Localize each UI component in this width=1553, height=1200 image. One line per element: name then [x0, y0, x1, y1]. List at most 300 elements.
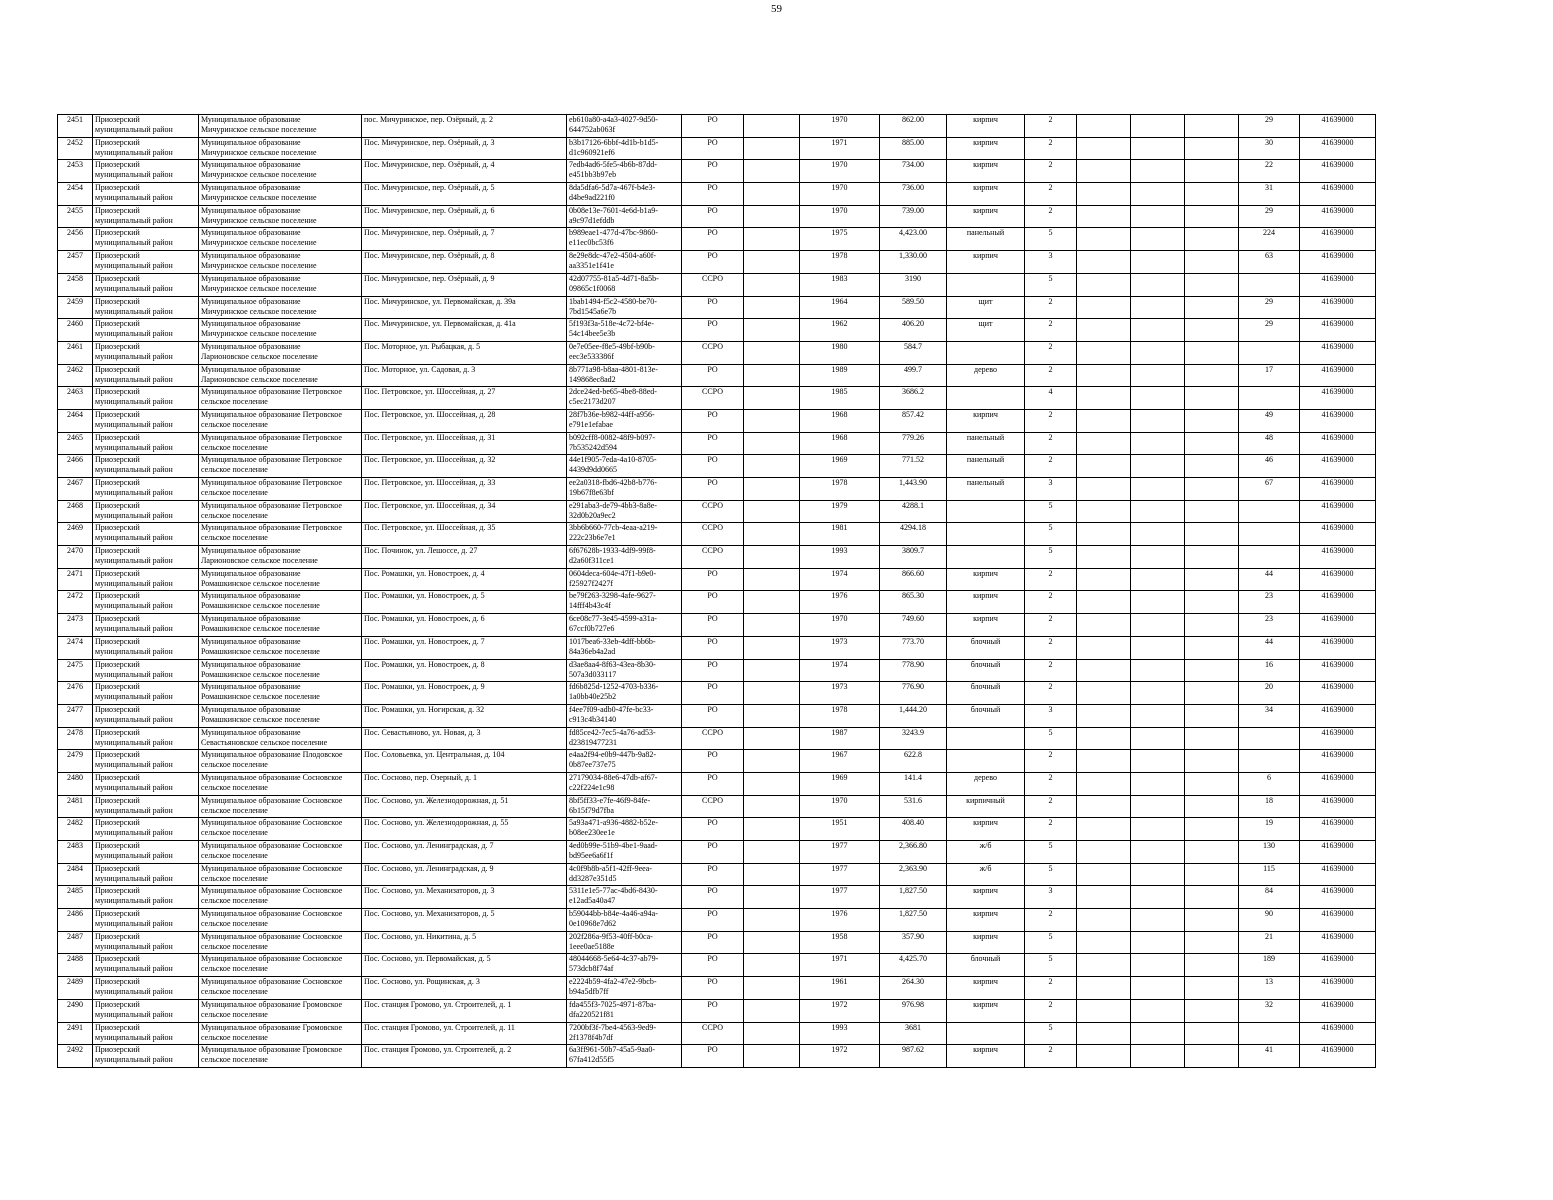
cell-empty-col-14	[1185, 364, 1239, 387]
cell-empty-col-12	[1077, 727, 1131, 750]
cell-empty-col-12	[1077, 455, 1131, 478]
cell-municipality: Муниципальное образование Ромашкинское сельское поселение	[199, 636, 362, 659]
cell-row-number: 2469	[58, 523, 93, 546]
cell-wall-material: кирпич	[947, 909, 1025, 932]
table-row	[58, 341, 1376, 364]
table-row	[58, 251, 1376, 274]
cell-row-number: 2461	[58, 341, 93, 364]
cell-municipality: Муниципальное образование Сосновское сельское поселение	[199, 909, 362, 932]
cell-wall-material: ж/б	[947, 863, 1025, 886]
cell-category: РО	[682, 455, 744, 478]
cell-apartments	[1239, 1022, 1300, 1045]
cell-empty-col-14	[1185, 341, 1239, 364]
cell-empty-col-7	[744, 977, 800, 1000]
cell-category: РО	[682, 659, 744, 682]
cell-category: РО	[682, 251, 744, 274]
cell-wall-material	[947, 1022, 1025, 1045]
cell-house-guid: 6a3ff961-50b7-45a5-9aa0- 67fa412d55f5	[567, 1045, 682, 1068]
cell-empty-col-12	[1077, 546, 1131, 569]
cell-row-number: 2486	[58, 909, 93, 932]
cell-year-built: 1977	[800, 863, 880, 886]
cell-area: 4,425.70	[880, 954, 947, 977]
cell-empty-col-7	[744, 273, 800, 296]
cell-district: Приозерский муниципальный район	[93, 886, 199, 909]
cell-floors: 5	[1025, 500, 1077, 523]
cell-empty-col-7	[744, 659, 800, 682]
cell-area: 3190	[880, 273, 947, 296]
cell-year-built: 1969	[800, 455, 880, 478]
cell-floors: 2	[1025, 455, 1077, 478]
table-row	[58, 614, 1376, 637]
cell-empty-col-7	[744, 341, 800, 364]
cell-category: РО	[682, 999, 744, 1022]
cell-address: Пос. Мичуринское, пер. Озёрный, д. 5	[362, 183, 567, 206]
cell-address: Пос. Севастьяново, ул. Новая, д. 3	[362, 727, 567, 750]
cell-empty-col-13	[1131, 228, 1185, 251]
cell-house-guid: b989eae1-477d-47bc-9860- e11ec0bc53f6	[567, 228, 682, 251]
table-row	[58, 704, 1376, 727]
cell-address: Пос. Мичуринское, пер. Озёрный, д. 8	[362, 251, 567, 274]
cell-empty-col-13	[1131, 636, 1185, 659]
cell-area: 778.90	[880, 659, 947, 682]
cell-apartments: 32	[1239, 999, 1300, 1022]
cell-year-built: 1973	[800, 682, 880, 705]
cell-area: 1,443.90	[880, 478, 947, 501]
cell-oktmo-code: 41639000	[1300, 954, 1376, 977]
cell-municipality: Муниципальное образование Петровское сельское поселение	[199, 387, 362, 410]
cell-area: 357.90	[880, 931, 947, 954]
cell-empty-col-7	[744, 999, 800, 1022]
cell-oktmo-code: 41639000	[1300, 273, 1376, 296]
cell-municipality: Муниципальное образование Сосновское сельское поселение	[199, 772, 362, 795]
cell-empty-col-12	[1077, 909, 1131, 932]
cell-address: пос. Мичуринское, пер. Озёрный, д. 2	[362, 115, 567, 138]
cell-oktmo-code: 41639000	[1300, 1045, 1376, 1068]
cell-district: Приозерский муниципальный район	[93, 818, 199, 841]
cell-area: 3809.7	[880, 546, 947, 569]
cell-apartments: 41	[1239, 1045, 1300, 1068]
cell-municipality: Муниципальное образование Сосновское сельское поселение	[199, 931, 362, 954]
table-row	[58, 500, 1376, 523]
cell-area: 2,363.90	[880, 863, 947, 886]
cell-house-guid: 28f7b36e-b982-44ff-a956- e791e1efabae	[567, 409, 682, 432]
cell-oktmo-code: 41639000	[1300, 659, 1376, 682]
cell-category: РО	[682, 841, 744, 864]
cell-oktmo-code: 41639000	[1300, 795, 1376, 818]
cell-floors: 2	[1025, 568, 1077, 591]
cell-empty-col-13	[1131, 115, 1185, 138]
cell-row-number: 2489	[58, 977, 93, 1000]
cell-oktmo-code: 41639000	[1300, 500, 1376, 523]
cell-address: Пос. Моторное, ул. Садовая, д. 3	[362, 364, 567, 387]
cell-municipality: Муниципальное образование Мичуринское сельское поселение	[199, 160, 362, 183]
cell-oktmo-code: 41639000	[1300, 364, 1376, 387]
cell-empty-col-14	[1185, 704, 1239, 727]
cell-empty-col-13	[1131, 591, 1185, 614]
cell-municipality: Муниципальное образование Мичуринское сельское поселение	[199, 183, 362, 206]
cell-address: Пос. Сосново, ул. Железнодорожная, д. 51	[362, 795, 567, 818]
cell-empty-col-7	[744, 931, 800, 954]
cell-apartments: 189	[1239, 954, 1300, 977]
cell-year-built: 1993	[800, 546, 880, 569]
cell-apartments: 63	[1239, 251, 1300, 274]
cell-empty-col-13	[1131, 750, 1185, 773]
cell-house-guid: eb610a80-a4a3-4027-9d50- 644752ab063f	[567, 115, 682, 138]
cell-year-built: 1951	[800, 818, 880, 841]
cell-year-built: 1989	[800, 364, 880, 387]
cell-floors: 2	[1025, 160, 1077, 183]
cell-address: Пос. Мичуринское, пер. Озёрный, д. 3	[362, 137, 567, 160]
cell-house-guid: f4ee7f09-adb0-47fe-bc33- c913c4b34140	[567, 704, 682, 727]
cell-wall-material: кирпич	[947, 568, 1025, 591]
page-number: 59	[771, 3, 782, 15]
cell-year-built: 1977	[800, 841, 880, 864]
cell-district: Приозерский муниципальный район	[93, 682, 199, 705]
cell-row-number: 2452	[58, 137, 93, 160]
cell-row-number: 2457	[58, 251, 93, 274]
cell-empty-col-13	[1131, 795, 1185, 818]
cell-floors: 5	[1025, 546, 1077, 569]
cell-apartments: 29	[1239, 205, 1300, 228]
cell-empty-col-7	[744, 841, 800, 864]
cell-address: Пос. Ромашки, ул. Новостроек, д. 8	[362, 659, 567, 682]
cell-apartments: 23	[1239, 614, 1300, 637]
cell-category: РО	[682, 750, 744, 773]
cell-empty-col-13	[1131, 659, 1185, 682]
cell-apartments	[1239, 500, 1300, 523]
cell-house-guid: 1017bea6-33eb-4dff-bb6b- 84a36eb4a2ad	[567, 636, 682, 659]
cell-empty-col-13	[1131, 568, 1185, 591]
cell-district: Приозерский муниципальный район	[93, 432, 199, 455]
cell-category: РО	[682, 1045, 744, 1068]
cell-year-built: 1981	[800, 523, 880, 546]
cell-year-built: 1974	[800, 659, 880, 682]
cell-district: Приозерский муниципальный район	[93, 1022, 199, 1045]
cell-area: 408.40	[880, 818, 947, 841]
cell-area: 3243.9	[880, 727, 947, 750]
cell-empty-col-13	[1131, 954, 1185, 977]
cell-oktmo-code: 41639000	[1300, 115, 1376, 138]
cell-oktmo-code: 41639000	[1300, 523, 1376, 546]
cell-year-built: 1970	[800, 183, 880, 206]
table-row	[58, 727, 1376, 750]
cell-empty-col-14	[1185, 909, 1239, 932]
table-row	[58, 636, 1376, 659]
cell-category: РО	[682, 591, 744, 614]
cell-empty-col-12	[1077, 160, 1131, 183]
cell-empty-col-14	[1185, 319, 1239, 342]
cell-district: Приозерский муниципальный район	[93, 999, 199, 1022]
cell-house-guid: 0604deca-604e-47f1-b9e0- f25927f2427f	[567, 568, 682, 591]
cell-empty-col-12	[1077, 137, 1131, 160]
cell-floors: 2	[1025, 772, 1077, 795]
cell-district: Приозерский муниципальный район	[93, 568, 199, 591]
cell-empty-col-12	[1077, 772, 1131, 795]
cell-row-number: 2474	[58, 636, 93, 659]
cell-empty-col-14	[1185, 296, 1239, 319]
cell-oktmo-code: 41639000	[1300, 205, 1376, 228]
cell-area: 3681	[880, 1022, 947, 1045]
cell-oktmo-code: 41639000	[1300, 160, 1376, 183]
cell-oktmo-code: 41639000	[1300, 591, 1376, 614]
cell-floors: 2	[1025, 682, 1077, 705]
cell-empty-col-12	[1077, 228, 1131, 251]
cell-wall-material: панельный	[947, 228, 1025, 251]
table-row	[58, 160, 1376, 183]
cell-house-guid: 3bb6b660-77cb-4eaa-a219- 222c23b6e7e1	[567, 523, 682, 546]
cell-area: 4288.1	[880, 500, 947, 523]
cell-house-guid: 6f67628b-1933-4df9-99f8- d2a60f311ce1	[567, 546, 682, 569]
table-row	[58, 795, 1376, 818]
cell-empty-col-14	[1185, 455, 1239, 478]
cell-oktmo-code: 41639000	[1300, 251, 1376, 274]
cell-empty-col-12	[1077, 251, 1131, 274]
cell-empty-col-12	[1077, 614, 1131, 637]
cell-floors: 2	[1025, 115, 1077, 138]
table-row	[58, 364, 1376, 387]
cell-empty-col-7	[744, 568, 800, 591]
cell-empty-col-7	[744, 387, 800, 410]
cell-wall-material: кирпич	[947, 886, 1025, 909]
cell-area: 987.62	[880, 1045, 947, 1068]
cell-floors: 5	[1025, 931, 1077, 954]
cell-floors: 3	[1025, 478, 1077, 501]
table-row	[58, 432, 1376, 455]
cell-empty-col-14	[1185, 818, 1239, 841]
cell-area: 2,366.80	[880, 841, 947, 864]
cell-apartments	[1239, 727, 1300, 750]
cell-floors: 2	[1025, 999, 1077, 1022]
table-row	[58, 909, 1376, 932]
cell-empty-col-12	[1077, 886, 1131, 909]
cell-address: Пос. станция Громово, ул. Строителей, д. 11	[362, 1022, 567, 1045]
cell-category: РО	[682, 183, 744, 206]
cell-address: Пос. Мичуринское, ул. Первомайская, д. 39а	[362, 296, 567, 319]
cell-category: РО	[682, 137, 744, 160]
cell-empty-col-13	[1131, 296, 1185, 319]
cell-municipality: Муниципальное образование Петровское сельское поселение	[199, 523, 362, 546]
cell-empty-col-12	[1077, 273, 1131, 296]
cell-house-guid: 5f193f3a-518e-4c72-bf4e- 54c14bee5e3b	[567, 319, 682, 342]
cell-row-number: 2491	[58, 1022, 93, 1045]
cell-municipality: Муниципальное образование Петровское сельское поселение	[199, 478, 362, 501]
cell-apartments: 20	[1239, 682, 1300, 705]
cell-empty-col-13	[1131, 841, 1185, 864]
cell-municipality: Муниципальное образование Сосновское сельское поселение	[199, 795, 362, 818]
cell-row-number: 2488	[58, 954, 93, 977]
cell-empty-col-12	[1077, 115, 1131, 138]
cell-empty-col-13	[1131, 319, 1185, 342]
cell-row-number: 2484	[58, 863, 93, 886]
cell-row-number: 2458	[58, 273, 93, 296]
cell-empty-col-12	[1077, 863, 1131, 886]
cell-empty-col-12	[1077, 387, 1131, 410]
cell-address: Пос. станция Громово, ул. Строителей, д. 2	[362, 1045, 567, 1068]
cell-empty-col-12	[1077, 341, 1131, 364]
cell-district: Приозерский муниципальный район	[93, 478, 199, 501]
cell-year-built: 1958	[800, 931, 880, 954]
cell-empty-col-13	[1131, 886, 1185, 909]
cell-empty-col-14	[1185, 659, 1239, 682]
cell-oktmo-code: 41639000	[1300, 977, 1376, 1000]
cell-floors: 2	[1025, 319, 1077, 342]
cell-house-guid: 6ce08c77-3e45-4599-a31a- 67ccf0b727e6	[567, 614, 682, 637]
cell-empty-col-12	[1077, 999, 1131, 1022]
cell-apartments: 17	[1239, 364, 1300, 387]
cell-area: 739.00	[880, 205, 947, 228]
cell-apartments: 16	[1239, 659, 1300, 682]
cell-floors: 3	[1025, 251, 1077, 274]
cell-category: РО	[682, 977, 744, 1000]
cell-house-guid: 7edb4ad6-5fe5-4b6b-87dd- e451bb3b97eb	[567, 160, 682, 183]
cell-apartments: 224	[1239, 228, 1300, 251]
cell-empty-col-14	[1185, 954, 1239, 977]
cell-empty-col-7	[744, 160, 800, 183]
cell-address: Пос. станция Громово, ул. Строителей, д. 1	[362, 999, 567, 1022]
cell-empty-col-7	[744, 478, 800, 501]
cell-empty-col-7	[744, 183, 800, 206]
cell-floors: 5	[1025, 1022, 1077, 1045]
cell-apartments: 84	[1239, 886, 1300, 909]
cell-year-built: 1975	[800, 228, 880, 251]
cell-floors: 2	[1025, 636, 1077, 659]
cell-municipality: Муниципальное образование Мичуринское сельское поселение	[199, 251, 362, 274]
cell-empty-col-14	[1185, 614, 1239, 637]
cell-apartments: 44	[1239, 636, 1300, 659]
cell-empty-col-14	[1185, 251, 1239, 274]
cell-wall-material: кирпич	[947, 818, 1025, 841]
cell-district: Приозерский муниципальный район	[93, 115, 199, 138]
cell-empty-col-7	[744, 137, 800, 160]
cell-empty-col-12	[1077, 591, 1131, 614]
table-row	[58, 818, 1376, 841]
cell-area: 776.90	[880, 682, 947, 705]
table-row	[58, 228, 1376, 251]
cell-house-guid: e291aba3-de79-4bb3-8a8e- 32d0b20a9ec2	[567, 500, 682, 523]
cell-municipality: Муниципальное образование Мичуринское сельское поселение	[199, 205, 362, 228]
cell-category: РО	[682, 818, 744, 841]
cell-floors: 2	[1025, 795, 1077, 818]
cell-district: Приозерский муниципальный район	[93, 727, 199, 750]
cell-empty-col-12	[1077, 478, 1131, 501]
table-row	[58, 977, 1376, 1000]
table-row	[58, 478, 1376, 501]
cell-oktmo-code: 41639000	[1300, 863, 1376, 886]
cell-empty-col-7	[744, 455, 800, 478]
cell-municipality: Муниципальное образование Сосновское сельское поселение	[199, 818, 362, 841]
cell-floors: 2	[1025, 341, 1077, 364]
cell-empty-col-13	[1131, 273, 1185, 296]
cell-district: Приозерский муниципальный район	[93, 591, 199, 614]
cell-row-number: 2483	[58, 841, 93, 864]
cell-floors: 2	[1025, 432, 1077, 455]
cell-empty-col-12	[1077, 750, 1131, 773]
cell-empty-col-13	[1131, 137, 1185, 160]
cell-area: 622.8	[880, 750, 947, 773]
cell-empty-col-7	[744, 205, 800, 228]
cell-oktmo-code: 41639000	[1300, 614, 1376, 637]
cell-row-number: 2492	[58, 1045, 93, 1068]
cell-empty-col-14	[1185, 478, 1239, 501]
cell-house-guid: 27179034-88e6-47db-af67- c22f224e1c98	[567, 772, 682, 795]
cell-municipality: Муниципальное образование Мичуринское сельское поселение	[199, 273, 362, 296]
cell-municipality: Муниципальное образование Мичуринское сельское поселение	[199, 137, 362, 160]
cell-empty-col-13	[1131, 863, 1185, 886]
cell-empty-col-14	[1185, 205, 1239, 228]
cell-empty-col-7	[744, 886, 800, 909]
cell-oktmo-code: 41639000	[1300, 409, 1376, 432]
cell-address: Пос. Ромашки, ул. Ногирская, д. 32	[362, 704, 567, 727]
cell-empty-col-13	[1131, 772, 1185, 795]
cell-municipality: Муниципальное образование Плодовское сельское поселение	[199, 750, 362, 773]
cell-house-guid: 5311e1e5-77ac-4bd6-8430- e12ad5a40a47	[567, 886, 682, 909]
cell-wall-material	[947, 387, 1025, 410]
cell-wall-material: кирпичный	[947, 795, 1025, 818]
cell-row-number: 2454	[58, 183, 93, 206]
cell-house-guid: 8da5dfa6-5d7a-467f-b4e3- d4be9ad221f0	[567, 183, 682, 206]
cell-area: 4294.18	[880, 523, 947, 546]
cell-row-number: 2471	[58, 568, 93, 591]
cell-wall-material: кирпич	[947, 115, 1025, 138]
cell-municipality: Муниципальное образование Мичуринское сельское поселение	[199, 115, 362, 138]
cell-wall-material: кирпич	[947, 977, 1025, 1000]
cell-empty-col-14	[1185, 160, 1239, 183]
cell-municipality: Муниципальное образование Сосновское сельское поселение	[199, 863, 362, 886]
cell-year-built: 1980	[800, 341, 880, 364]
cell-area: 531.6	[880, 795, 947, 818]
cell-empty-col-14	[1185, 568, 1239, 591]
cell-house-guid: e2224b59-4fa2-47e2-9bcb- b94a5dfb7ff	[567, 977, 682, 1000]
cell-house-guid: 8e29e8dc-47e2-4504-a60f- aa3351e1f41e	[567, 251, 682, 274]
cell-oktmo-code: 41639000	[1300, 432, 1376, 455]
cell-year-built: 1962	[800, 319, 880, 342]
cell-apartments: 22	[1239, 160, 1300, 183]
cell-wall-material: кирпич	[947, 931, 1025, 954]
cell-empty-col-14	[1185, 931, 1239, 954]
table-row	[58, 137, 1376, 160]
cell-address: Пос. Петровское, ул. Шоссейная, д. 35	[362, 523, 567, 546]
cell-house-guid: 44e1f905-7eda-4a10-8705- 4439d9dd0665	[567, 455, 682, 478]
cell-year-built: 1974	[800, 568, 880, 591]
cell-municipality: Муниципальное образование Ромашкинское сельское поселение	[199, 704, 362, 727]
cell-oktmo-code: 41639000	[1300, 478, 1376, 501]
cell-oktmo-code: 41639000	[1300, 341, 1376, 364]
cell-empty-col-13	[1131, 341, 1185, 364]
cell-wall-material: блочный	[947, 682, 1025, 705]
cell-wall-material	[947, 523, 1025, 546]
cell-year-built: 1973	[800, 636, 880, 659]
cell-category: ССРО	[682, 795, 744, 818]
cell-district: Приозерский муниципальный район	[93, 750, 199, 773]
cell-house-guid: 48044668-5e64-4c37-ab79- 573dcb8f74af	[567, 954, 682, 977]
cell-category: ССРО	[682, 387, 744, 410]
cell-district: Приозерский муниципальный район	[93, 364, 199, 387]
cell-empty-col-13	[1131, 251, 1185, 274]
cell-district: Приозерский муниципальный район	[93, 931, 199, 954]
cell-apartments	[1239, 341, 1300, 364]
cell-house-guid: 0e7e05ee-f8e5-49bf-b90b- eec3e533386f	[567, 341, 682, 364]
cell-empty-col-7	[744, 364, 800, 387]
cell-floors: 5	[1025, 954, 1077, 977]
cell-area: 1,827.50	[880, 886, 947, 909]
cell-year-built: 1985	[800, 387, 880, 410]
cell-empty-col-7	[744, 319, 800, 342]
cell-row-number: 2482	[58, 818, 93, 841]
cell-address: Пос. Моторное, ул. Рыбацкая, д. 5	[362, 341, 567, 364]
cell-row-number: 2477	[58, 704, 93, 727]
cell-row-number: 2481	[58, 795, 93, 818]
cell-empty-col-12	[1077, 977, 1131, 1000]
